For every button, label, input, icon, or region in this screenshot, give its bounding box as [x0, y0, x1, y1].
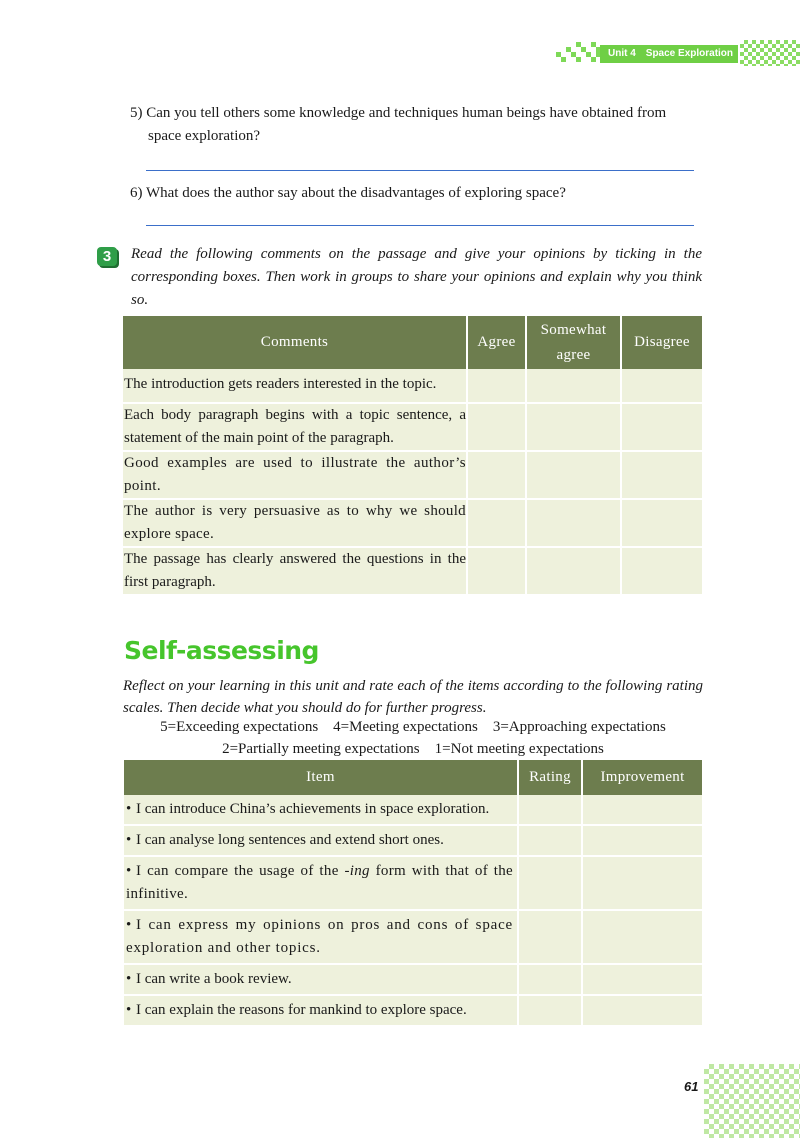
comment-cell: The passage has clearly answered the questions in the first paragraph.: [123, 547, 467, 595]
question-number: 5): [130, 105, 143, 121]
agree-checkbox[interactable]: [467, 499, 526, 547]
rating-input[interactable]: [518, 825, 582, 856]
table-row: [124, 995, 702, 1026]
rating-input[interactable]: [518, 964, 582, 995]
table-row: [123, 403, 702, 451]
improvement-input[interactable]: [582, 825, 702, 856]
disagree-checkbox[interactable]: [621, 547, 702, 595]
rating-input[interactable]: [518, 856, 582, 910]
comments-table: [123, 316, 702, 596]
unit-label: Unit 4: [608, 48, 636, 59]
disagree-checkbox[interactable]: [621, 403, 702, 451]
rating-scale-line-2: 2=Partially meeting expectations 1=Not meeting expectations: [222, 741, 604, 757]
comment-cell: The introduction gets readers interested in the topic.: [123, 369, 467, 403]
question-text-cont: space exploration?: [148, 128, 261, 144]
header-item: Item: [124, 760, 518, 795]
section-title: Self-assessing: [124, 636, 319, 665]
rating-input[interactable]: [518, 910, 582, 964]
rating-input[interactable]: [518, 995, 582, 1026]
question-number: 6): [130, 185, 143, 201]
improvement-input[interactable]: [582, 856, 702, 910]
item-text: I can explain the reasons for mankind to explore space.: [136, 1002, 467, 1018]
table-header-row: [123, 316, 702, 369]
page-number: 61: [684, 1079, 699, 1094]
header-rating: Rating: [518, 760, 582, 795]
somewhat-agree-checkbox[interactable]: [526, 547, 621, 595]
somewhat-agree-checkbox[interactable]: [526, 499, 621, 547]
rating-scale-line-1: 5=Exceeding expectations 4=Meeting expectations 3=Approaching expectations: [160, 719, 666, 735]
table-row: [123, 499, 702, 547]
header-comments: Comments: [123, 316, 467, 369]
answer-line-6[interactable]: [146, 225, 694, 226]
improvement-input[interactable]: [582, 910, 702, 964]
improvement-input[interactable]: [582, 964, 702, 995]
table-row: [124, 795, 702, 825]
item-cell: • I can analyse long sentences and extend short ones.: [124, 825, 518, 856]
disagree-checkbox[interactable]: [621, 451, 702, 499]
header-disagree: Disagree: [621, 316, 702, 369]
header-somewhat-agree: Somewhat agree: [526, 316, 621, 369]
question-text: Can you tell others some knowledge and techniques human beings have obtained from: [146, 105, 667, 121]
answer-line-5[interactable]: [146, 170, 694, 171]
table-row: [123, 547, 702, 595]
question-6: [130, 182, 705, 205]
item-text: I can introduce China’s achievements in space exploration.: [136, 801, 490, 817]
table-row: [124, 910, 702, 964]
activity-number-badge: 3: [97, 247, 117, 266]
comment-cell: Good examples are used to illustrate the author’s point.: [123, 451, 467, 499]
table-header-row: [124, 760, 702, 795]
comment-cell: The author is very persuasive as to why we should explore space.: [123, 499, 467, 547]
item-cell: • I can introduce China’s achievements in space exploration.: [124, 795, 518, 825]
table-row: [124, 856, 702, 910]
disagree-checkbox[interactable]: [621, 369, 702, 403]
header-agree: Agree: [467, 316, 526, 369]
somewhat-agree-checkbox[interactable]: [526, 403, 621, 451]
footer-pixel-decoration: [704, 1064, 800, 1138]
item-cell: • I can explain the reasons for mankind to explore space.: [124, 995, 518, 1026]
table-row: [123, 451, 702, 499]
table-row: [124, 825, 702, 856]
comment-cell: Each body paragraph begins with a topic sentence, a statement of the main point of the paragraph.: [123, 403, 467, 451]
table-row: [123, 369, 702, 403]
header-checker-decoration: [740, 40, 800, 66]
agree-checkbox[interactable]: [467, 547, 526, 595]
unit-title: Space Exploration: [645, 48, 734, 59]
disagree-checkbox[interactable]: [621, 499, 702, 547]
improvement-input[interactable]: [582, 795, 702, 825]
self-assessment-table: [124, 760, 702, 1027]
table-row: [124, 964, 702, 995]
agree-checkbox[interactable]: [467, 369, 526, 403]
item-text: I can express my opinions on pros and cons of space exploration and other topics.: [126, 917, 513, 956]
rating-input[interactable]: [518, 795, 582, 825]
item-cell: • I can write a book review.: [124, 964, 518, 995]
improvement-input[interactable]: [582, 995, 702, 1026]
item-text-em: ing: [349, 863, 370, 879]
unit-header: [600, 45, 738, 63]
question-5: [130, 102, 705, 148]
agree-checkbox[interactable]: [467, 451, 526, 499]
item-text: I can compare the usage of the -: [136, 863, 350, 879]
item-text: I can write a book review.: [136, 971, 292, 987]
somewhat-agree-checkbox[interactable]: [526, 369, 621, 403]
activity-instruction: Read the following comments on the passage and give your opinions by ticking in the corresponding boxes. Then work in groups to share your opinions and explain why you think so.: [131, 246, 702, 308]
agree-checkbox[interactable]: [467, 403, 526, 451]
item-text: I can analyse long sentences and extend short ones.: [136, 832, 444, 848]
item-cell: • I can compare the usage of the -ing form with that of the infinitive.: [124, 856, 518, 910]
item-cell: • I can express my opinions on pros and cons of space exploration and other topics.: [124, 910, 518, 964]
item-text-post: form with that of the infinitive.: [126, 863, 513, 902]
header-pixel-decoration: [556, 40, 602, 66]
header-improvement: Improvement: [582, 760, 702, 795]
somewhat-agree-checkbox[interactable]: [526, 451, 621, 499]
section-instruction: Reflect on your learning in this unit and rate each of the items according to the following rating scales. Then decide what you should do for further progress.: [123, 678, 703, 716]
question-text: What does the author say about the disadvantages of exploring space?: [145, 185, 566, 201]
